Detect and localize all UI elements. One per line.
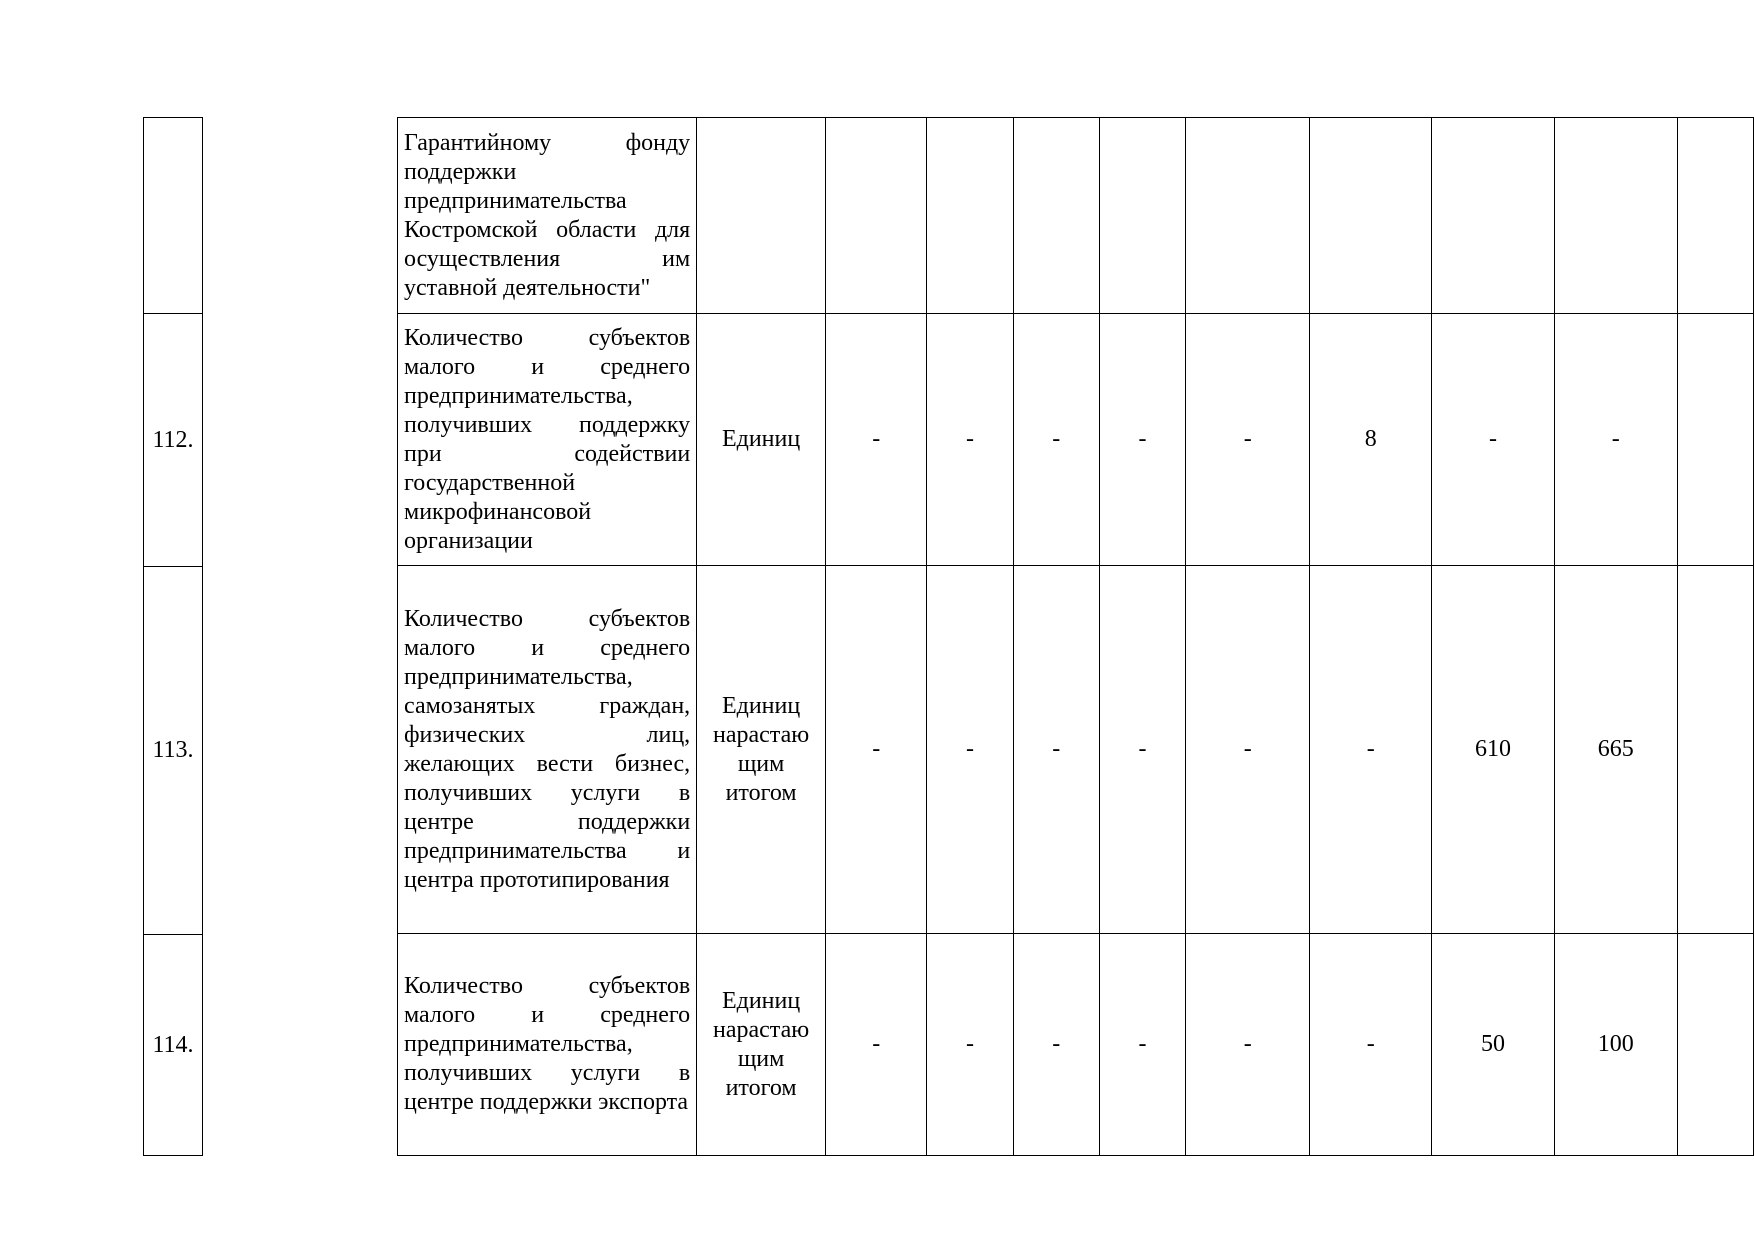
value-cell: - <box>1310 934 1432 1156</box>
value-cell: 610 <box>1432 566 1555 934</box>
row-number: 114. <box>152 1031 194 1058</box>
value-cell: - <box>826 934 927 1156</box>
value-cell: - <box>1310 566 1432 934</box>
value-cell <box>1677 314 1753 566</box>
table-row <box>398 118 1754 314</box>
value-cell <box>1310 118 1432 314</box>
value-cell: - <box>927 314 1013 566</box>
unit-cell: Единиц нарастаю щим итогом <box>697 934 826 1156</box>
value-cell: - <box>1186 934 1310 1156</box>
value-cell: 8 <box>1310 314 1432 566</box>
value-cell <box>1099 118 1185 314</box>
value-cell: - <box>927 934 1013 1156</box>
value-cell <box>1186 118 1310 314</box>
indicator-description: Количество субъектов малого и среднего предпринимательства, самозанятых граждан, физических лиц, желающих вести бизнес, получивших услуги в центре поддержки предпринимательства и центра прототипирования <box>398 566 697 934</box>
value-cell: 665 <box>1554 566 1677 934</box>
value-cell: - <box>1432 314 1555 566</box>
row-number <box>144 118 202 313</box>
row-number-column <box>143 117 203 1156</box>
value-cell: - <box>1186 314 1310 566</box>
value-cell: - <box>927 566 1013 934</box>
table-row <box>398 314 1754 566</box>
table-row <box>398 934 1754 1156</box>
value-cell <box>1677 566 1753 934</box>
value-cell: 100 <box>1554 934 1677 1156</box>
value-cell: - <box>1013 566 1099 934</box>
value-cell: - <box>826 314 927 566</box>
unit-cell <box>697 118 826 314</box>
value-cell <box>1677 118 1753 314</box>
unit-cell: Единиц <box>697 314 826 566</box>
unit-cell: Единиц нарастаю щим итогом <box>697 566 826 934</box>
value-cell <box>1554 118 1677 314</box>
indicator-description: Гарантийному фонду поддержки предпринимательства Костромской области для осуществления им уставной деятельности" <box>398 118 697 314</box>
value-cell: - <box>1554 314 1677 566</box>
value-cell <box>826 118 927 314</box>
indicators-table <box>397 117 1754 1156</box>
table-row <box>398 566 1754 934</box>
indicator-description: Количество субъектов малого и среднего предпринимательства, получивших поддержку при содействии государственной микрофинансовой организации <box>398 314 697 566</box>
value-cell: - <box>1186 566 1310 934</box>
indicator-description: Количество субъектов малого и среднего предпринимательства, получивших услуги в центре поддержки экспорта <box>398 934 697 1156</box>
value-cell <box>1432 118 1555 314</box>
row-number: 112. <box>152 426 194 453</box>
value-cell: - <box>1099 314 1185 566</box>
value-cell: - <box>1013 314 1099 566</box>
value-cell <box>1013 118 1099 314</box>
value-cell <box>927 118 1013 314</box>
value-cell: - <box>1099 566 1185 934</box>
value-cell: 50 <box>1432 934 1555 1156</box>
value-cell <box>1677 934 1753 1156</box>
value-cell: - <box>1099 934 1185 1156</box>
value-cell: - <box>826 566 927 934</box>
value-cell: - <box>1013 934 1099 1156</box>
row-number: 113. <box>152 737 194 763</box>
